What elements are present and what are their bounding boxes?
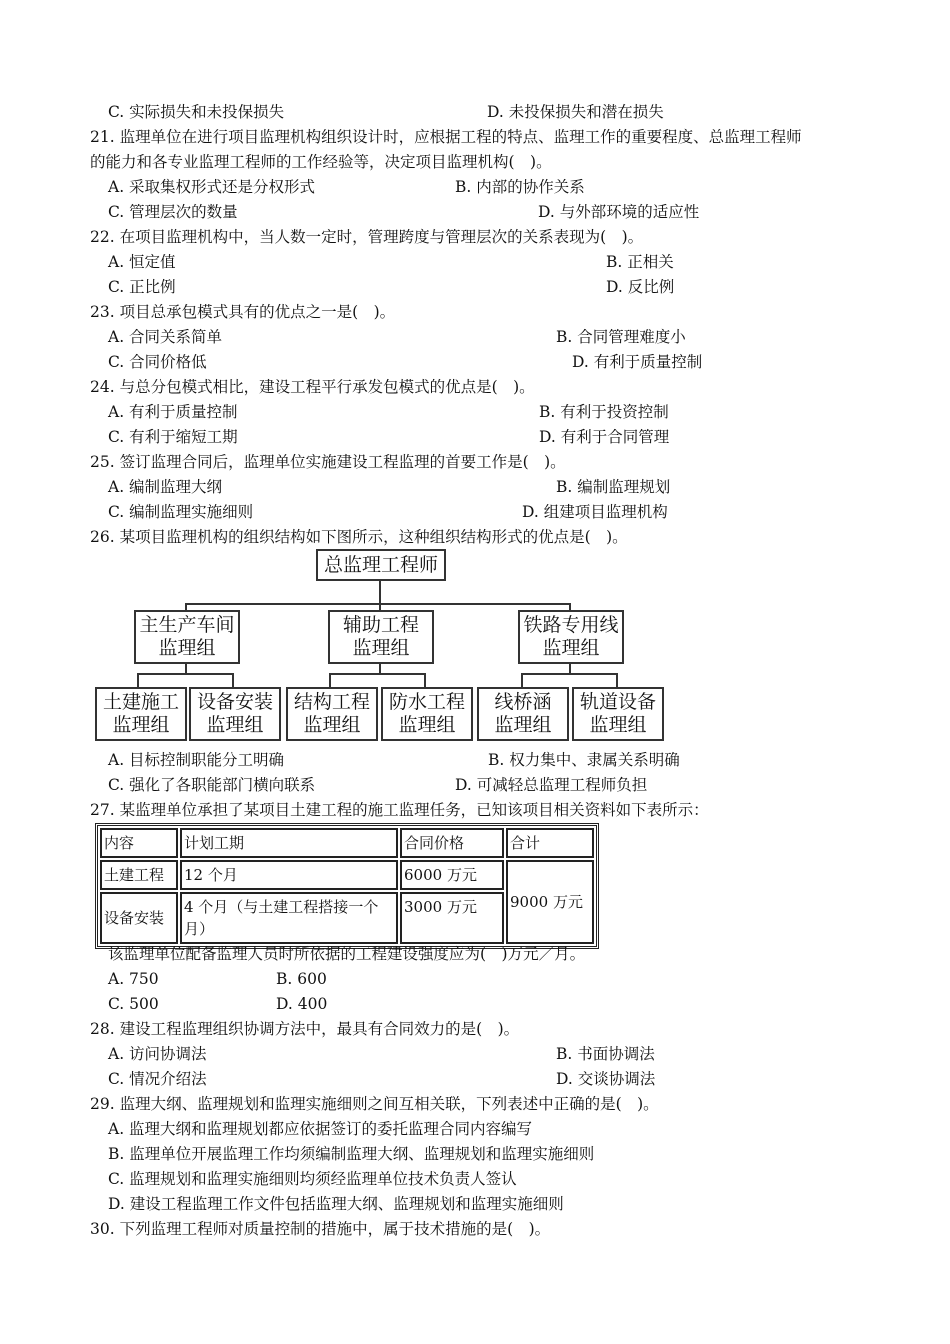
q21-option-b: B. 内部的协作关系 — [455, 178, 585, 196]
connector-l3c2 — [616, 673, 618, 687]
table-cell: 土建工程 — [100, 860, 178, 890]
chart-l2-label-1b: 监理组 — [158, 637, 216, 659]
table-total-cell: 9000 万元 — [506, 860, 594, 944]
q27-option-d: D. 400 — [276, 995, 328, 1013]
q20-option-d: D. 未投保损失和潜在损失 — [487, 103, 664, 121]
chart-l2-label-3a: 铁路专用线 — [523, 614, 619, 636]
q23-stem: 23. 项目总承包模式具有的优点之一是( )。 — [90, 303, 396, 321]
table-header-cell: 内容 — [100, 828, 178, 858]
q21-option-d: D. 与外部环境的适应性 — [538, 203, 700, 221]
table-cell-line: 月） — [184, 920, 215, 938]
chart-l2-label-2b: 监理组 — [352, 637, 410, 659]
q24-option-c: C. 有利于缩短工期 — [108, 428, 238, 446]
chart-l3-box-1 — [95, 687, 187, 741]
chart-l2-box-2 — [328, 610, 434, 664]
q23-option-d: D. 有利于质量控制 — [572, 353, 703, 371]
connector-l3a2 — [232, 673, 234, 687]
chart-l2-box-1 — [134, 610, 240, 664]
q27-option-a: A. 750 — [108, 970, 159, 988]
q22-option-c: C. 正比例 — [108, 278, 176, 296]
connector-l3b-bar — [329, 673, 426, 675]
connector-l3b1 — [329, 673, 331, 687]
table-cell: 3000 万元 — [400, 892, 504, 944]
q28-stem: 28. 建设工程监理组织协调方法中，最具有合同效力的是( )。 — [90, 1020, 520, 1038]
q28-option-c: C. 情况介绍法 — [108, 1070, 207, 1088]
q29-option-d: D. 建设工程监理工作文件包括监理大纲、监理规划和监理实施细则 — [108, 1195, 564, 1213]
q25-option-c: C. 编制监理实施细则 — [108, 503, 254, 521]
q22-stem: 22. 在项目监理机构中，当人数一定时，管理跨度与管理层次的关系表现为( )。 — [90, 228, 644, 246]
q27-option-c: C. 500 — [108, 995, 159, 1013]
q28-option-a: A. 访问协调法 — [108, 1045, 207, 1063]
q26-stem: 26. 某项目监理机构的组织结构如下图所示，这种组织结构形式的优点是( )。 — [90, 528, 628, 546]
q26-option-d: D. 可减轻总监理工程师负担 — [455, 776, 648, 794]
q29-option-a: A. 监理大纲和监理规划都应依据签订的委托监理合同内容编写 — [108, 1120, 533, 1138]
chart-l3-box-2 — [189, 687, 281, 741]
connector-l3a1 — [137, 673, 139, 687]
table-row — [100, 860, 594, 890]
q28-option-b: B. 书面协调法 — [556, 1045, 655, 1063]
table-cell: 设备安装 — [100, 892, 178, 944]
q29-stem: 29. 监理大纲、监理规划和监理实施细则之间互相关联，下列表述中正确的是( )。 — [90, 1095, 659, 1113]
table-header-cell: 合同价格 — [400, 828, 504, 858]
q27-stem: 27. 某监理单位承担了某项目土建工程的施工监理任务，已知该项目相关资料如下表所示： — [90, 801, 709, 819]
q26-option-b: B. 权力集中、隶属关系明确 — [488, 751, 680, 769]
q21-stem-line1: 21. 监理单位在进行项目监理机构组织设计时，应根据工程的特点、监理工作的重要程度、总监理工程师 — [90, 128, 802, 146]
chart-l3-box-5 — [477, 687, 569, 741]
connector-l3a-bar — [137, 673, 234, 675]
chart-l3-label-2b: 监理组 — [206, 714, 264, 736]
table-header-cell: 计划工期 — [180, 828, 398, 858]
connector-root — [379, 578, 381, 604]
q27-option-b: B. 600 — [276, 970, 327, 988]
connector-l3c-bar — [521, 673, 618, 675]
connector-level2-bar — [185, 603, 570, 605]
q22-option-b: B. 正相关 — [606, 253, 674, 271]
connector-l3b2 — [424, 673, 426, 687]
chart-root-label: 总监理工程师 — [323, 553, 438, 576]
table-cell-line: 4 个月（与土建工程搭接一个 — [184, 898, 379, 916]
q26-option-c: C. 强化了各职能部门横向联系 — [108, 776, 316, 794]
q23-option-c: C. 合同价格低 — [108, 353, 207, 371]
chart-l3-label-6a: 轨道设备 — [579, 691, 656, 713]
q24-stem: 24. 与总分包模式相比，建设工程平行承发包模式的优点是( )。 — [90, 378, 535, 396]
table-cell: 12 个月 — [180, 860, 398, 890]
chart-l3-label-1a: 土建施工 — [102, 691, 179, 713]
chart-l3-box-4 — [381, 687, 473, 741]
chart-l3-label-4b: 监理组 — [398, 714, 456, 736]
chart-root-box — [316, 549, 446, 581]
chart-l3-label-6b: 监理组 — [589, 714, 647, 736]
q27-table — [95, 823, 599, 949]
q24-option-b: B. 有利于投资控制 — [539, 403, 669, 421]
table-header-row — [100, 828, 594, 858]
chart-l3-box-3 — [286, 687, 378, 741]
q23-option-b: B. 合同管理难度小 — [556, 328, 686, 346]
q30-stem: 30. 下列监理工程师对质量控制的措施中，属于技术措施的是( )。 — [90, 1220, 551, 1238]
q25-option-b: B. 编制监理规划 — [556, 478, 671, 496]
q27-after-text: 该监理单位配备监理人员时所依据的工程建设强度应为( )万元／月。 — [108, 945, 586, 963]
chart-l3-label-2a: 设备安装 — [196, 691, 273, 713]
q25-stem: 25. 签订监理合同后，监理单位实施建设工程监理的首要工作是( )。 — [90, 453, 566, 471]
chart-l2-label-2a: 辅助工程 — [342, 614, 419, 636]
q22-option-d: D. 反比例 — [606, 278, 675, 296]
q25-option-d: D. 组建项目监理机构 — [522, 503, 668, 521]
chart-l3-label-5b: 监理组 — [494, 714, 552, 736]
chart-l3-label-1b: 监理组 — [112, 714, 170, 736]
q29-option-c: C. 监理规划和监理实施细则均须经监理单位技术负责人签认 — [108, 1170, 517, 1188]
connector-l3c1 — [521, 673, 523, 687]
q21-option-a: A. 采取集权形式还是分权形式 — [108, 178, 316, 196]
q25-option-a: A. 编制监理大纲 — [108, 478, 223, 496]
q28-option-d: D. 交谈协调法 — [556, 1070, 656, 1088]
q21-option-c: C. 管理层次的数量 — [108, 203, 238, 221]
table-cell — [180, 892, 398, 944]
chart-l3-label-4a: 防水工程 — [388, 691, 465, 713]
chart-l3-label-5a: 线桥涵 — [494, 691, 552, 713]
q21-stem-line2: 的能力和各专业监理工程师的工作经验等，决定项目监理机构( )。 — [90, 153, 552, 171]
q24-option-d: D. 有利于合同管理 — [539, 428, 670, 446]
chart-l3-label-3b: 监理组 — [303, 714, 361, 736]
q20-option-c: C. 实际损失和未投保损失 — [108, 103, 285, 121]
table-header-cell: 合计 — [506, 828, 594, 858]
chart-l3-box-6 — [572, 687, 664, 741]
chart-l3-label-3a: 结构工程 — [293, 691, 370, 713]
q26-option-a: A. 目标控制职能分工明确 — [108, 751, 285, 769]
table-cell: 6000 万元 — [400, 860, 504, 890]
chart-l2-label-1a: 主生产车间 — [139, 614, 235, 636]
q23-option-a: A. 合同关系简单 — [108, 328, 223, 346]
q29-option-b: B. 监理单位开展监理工作均须编制监理大纲、监理规划和监理实施细则 — [108, 1145, 595, 1163]
chart-l2-label-3b: 监理组 — [542, 637, 600, 659]
q22-option-a: A. 恒定值 — [108, 253, 176, 271]
chart-l2-box-3 — [518, 610, 624, 664]
q24-option-a: A. 有利于质量控制 — [108, 403, 238, 421]
